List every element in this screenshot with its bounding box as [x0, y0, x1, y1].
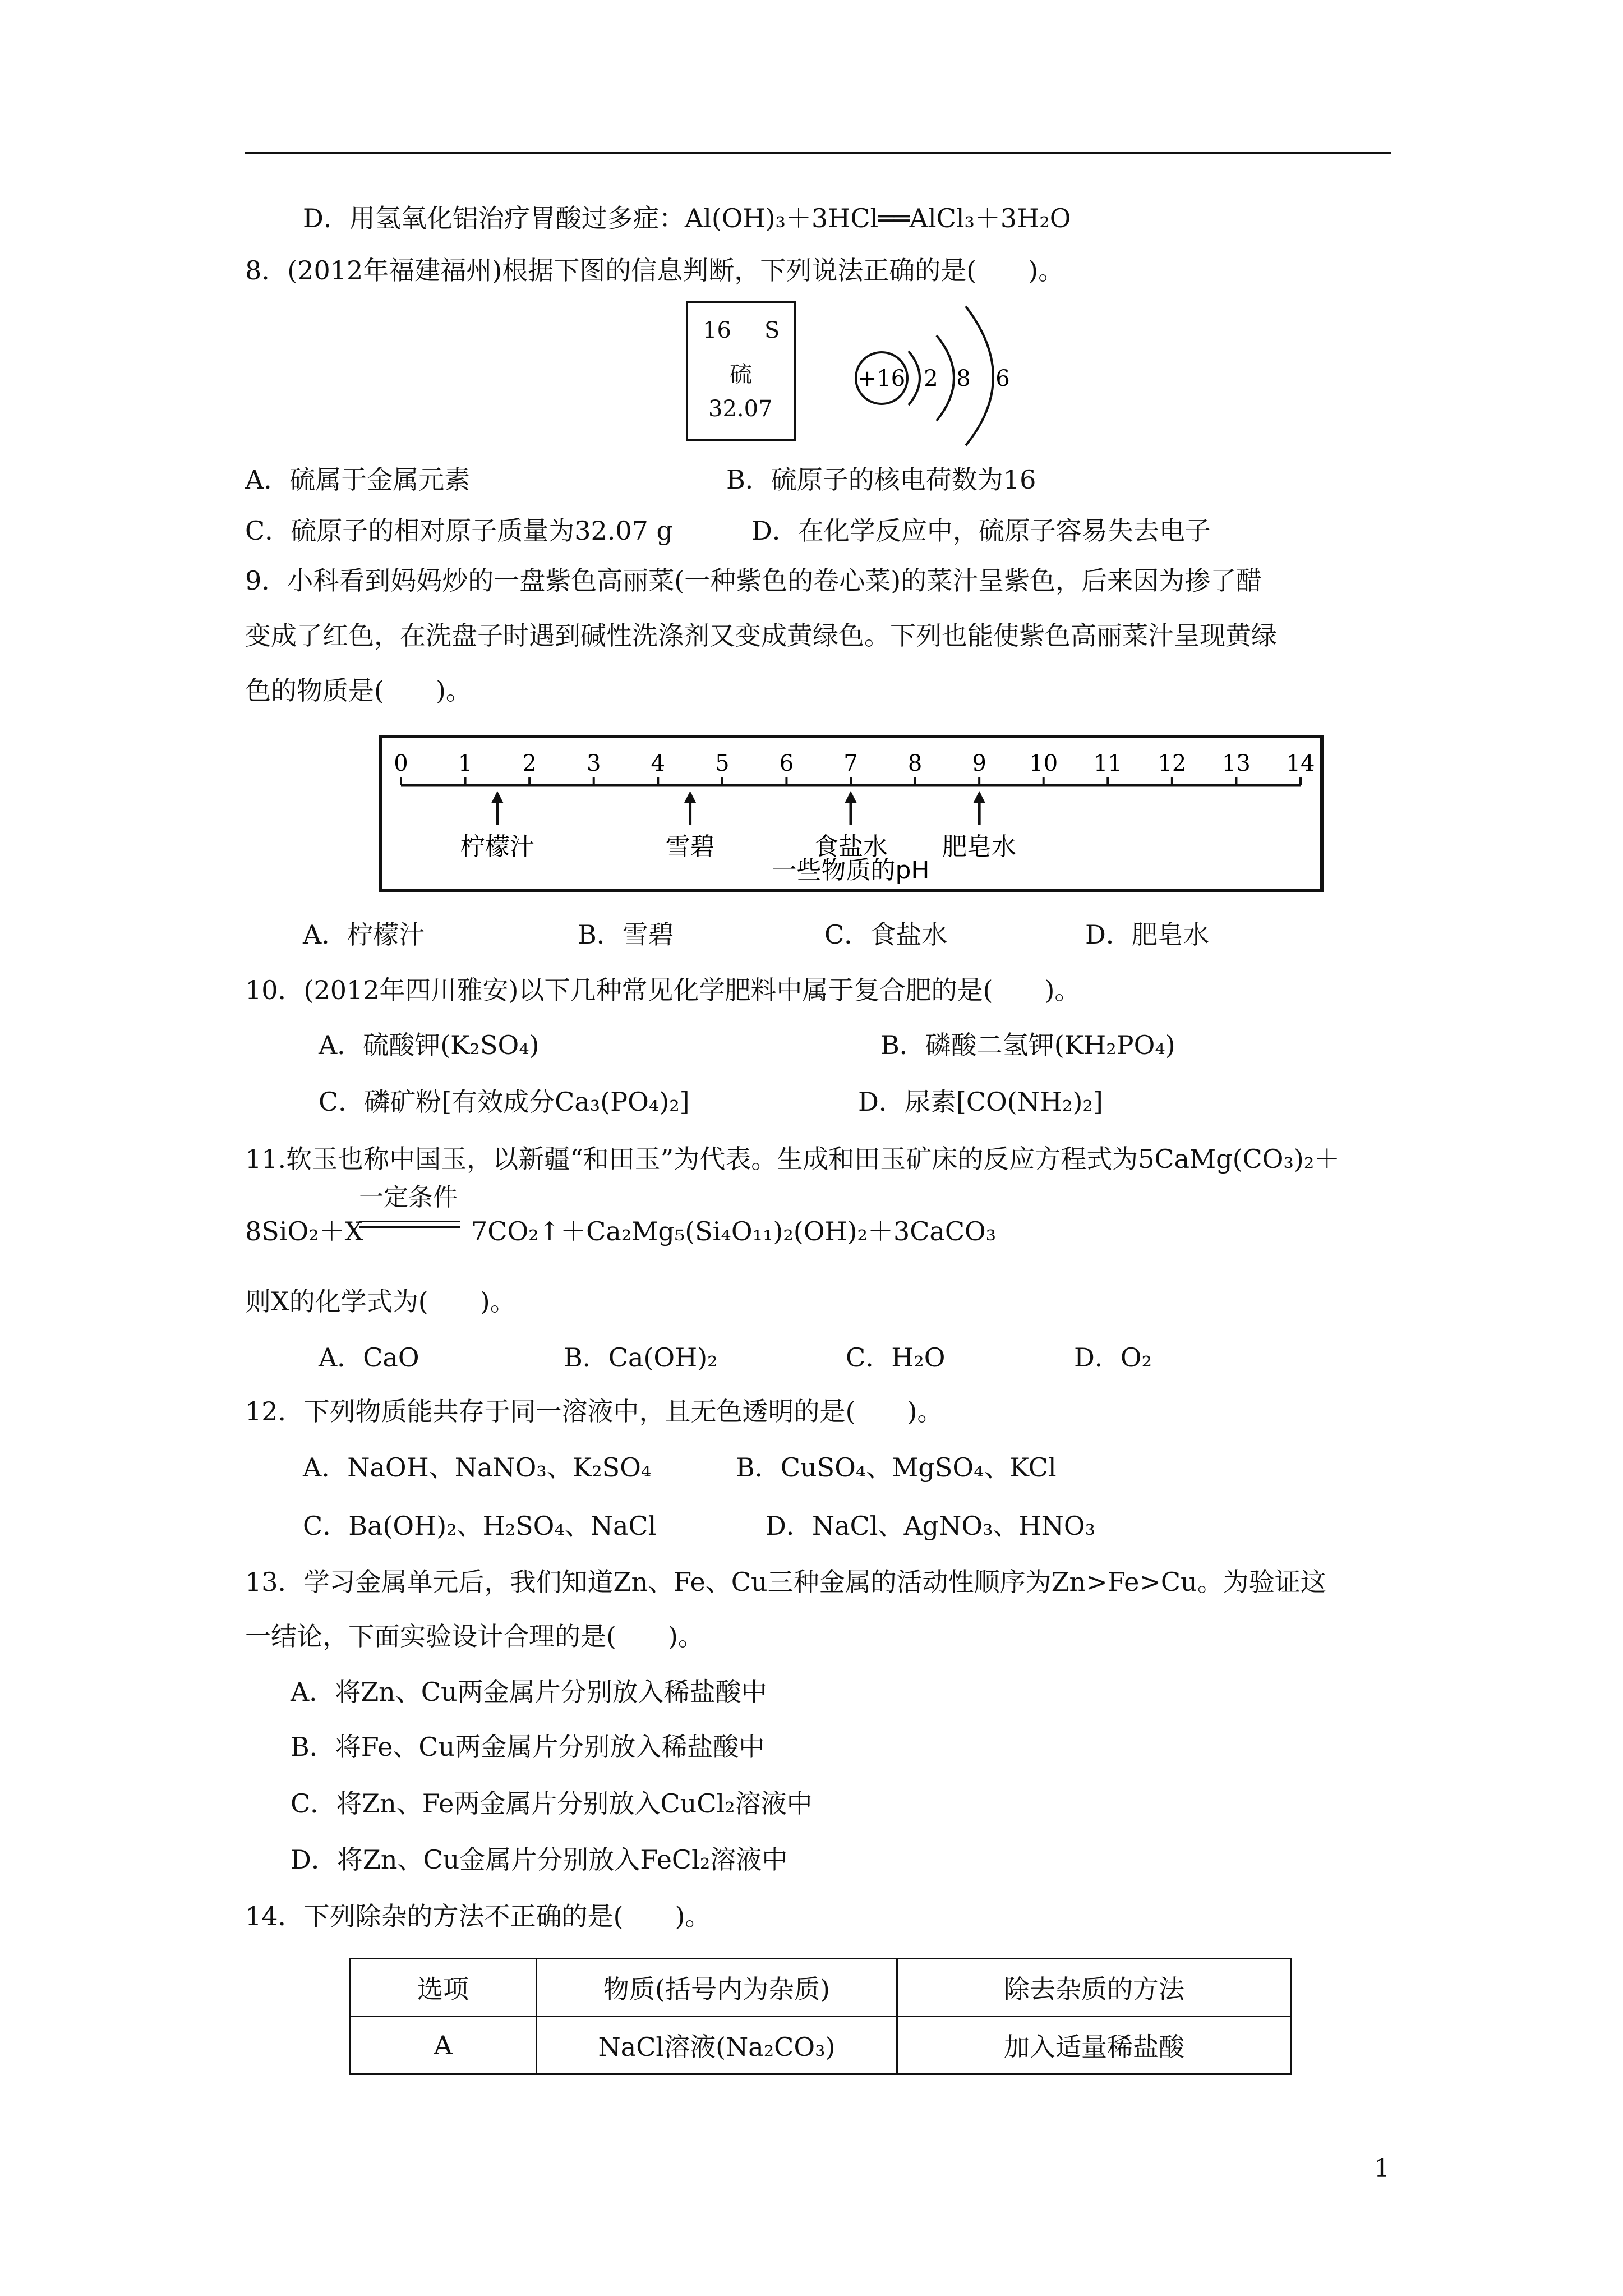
ph-tick-label: 11: [1093, 751, 1122, 776]
ph-chart: [379, 735, 1324, 892]
q13-option-a: A．将Zn、Cu两金属片分别放入稀盐酸中: [291, 1677, 767, 1707]
table-header-row: [350, 1959, 1292, 2017]
shell-arc-2: [937, 335, 954, 421]
q13-line-2: 一结论，下面实验设计合理的是( )。: [245, 1621, 704, 1651]
table-header-cell: 除去杂质的方法: [897, 1959, 1292, 2017]
table-header-cell: 选项: [350, 1959, 537, 2017]
q10-option-c: C．磷矿粉[有效成分Ca₃(PO₄)₂]: [319, 1087, 690, 1117]
equation-bar-top: [359, 1221, 460, 1222]
q11-option-d: D．O₂: [1074, 1342, 1152, 1373]
ph-tick-label: 3: [586, 751, 601, 776]
ph-marker-arrowhead: [491, 791, 504, 803]
q8-option-a: A．硫属于金属元素: [245, 464, 471, 495]
q11-line-1: 11.软玉也称中国玉，以新疆“和田玉”为代表。生成和田玉矿床的反应方程式为5CaMg(CO₃)₂＋: [245, 1144, 1340, 1174]
ph-tick-label: 5: [715, 751, 730, 776]
q10-option-d: D．尿素[CO(NH₂)₂]: [858, 1087, 1103, 1117]
q11-eq-right: 7CO₂↑＋Ca₂Mg₅(Si₄O₁₁)₂(OH)₂＋3CaCO₃: [471, 1216, 997, 1246]
q13-option-c: C．将Zn、Fe两金属片分别放入CuCl₂溶液中: [291, 1788, 813, 1819]
ph-tick-label: 7: [843, 751, 858, 776]
q11-eq-left: 8SiO₂＋X: [245, 1216, 363, 1246]
q13-option-d: D．将Zn、Cu金属片分别放入FeCl₂溶液中: [291, 1844, 788, 1875]
q11-option-b: B．Ca(OH)₂: [564, 1342, 718, 1373]
table-cell: 加入适量稀盐酸: [897, 2017, 1292, 2074]
q11-option-c: C．H₂O: [846, 1342, 946, 1373]
table-row: [350, 2017, 1292, 2074]
q7-option-d: D．用氢氧化铝治疗胃酸过多症：Al(OH)₃＋3HCl══AlCl₃＋3H₂O: [303, 203, 1071, 233]
sulfur-atom-diagram: [841, 298, 1032, 450]
ph-tick-label: 4: [651, 751, 666, 776]
q13-line-1: 13．学习金属单元后，我们知道Zn、Fe、Cu三种金属的活动性顺序为Zn>Fe>Cu。为验证这: [245, 1567, 1326, 1597]
ph-marker-arrowhead: [973, 791, 985, 803]
q9-line-1: 9．小科看到妈妈炒的一盘紫色高丽菜(一种紫色的卷心菜)的菜汁呈紫色，后来因为掺了醋: [245, 565, 1262, 596]
q14-stem: 14．下列除杂的方法不正确的是( )。: [245, 1901, 711, 1931]
ph-marker-label: 柠檬汁: [460, 832, 534, 861]
shell-electrons-3: 6: [995, 366, 1010, 392]
shell-electrons-2: 8: [956, 366, 971, 392]
impurity-table: [349, 1958, 1292, 2075]
table-header-cell: 物质(括号内为杂质): [537, 1959, 897, 2017]
ph-tick-label: 2: [522, 751, 537, 776]
equation-bar-bottom: [359, 1226, 460, 1228]
q10-option-b: B．磷酸二氢钾(KH₂PO₄): [880, 1030, 1175, 1060]
ph-caption: 一些物质的pH: [772, 856, 930, 885]
q12-option-a: A．NaOH、NaNO₃、K₂SO₄: [303, 1452, 652, 1483]
ph-tick-label: 0: [394, 751, 408, 776]
q10-stem: 10．(2012年四川雅安)以下几种常见化学肥料中属于复合肥的是( )。: [245, 975, 1081, 1005]
q9-option-a: A．柠檬汁: [303, 919, 425, 950]
q13-option-b: B．将Fe、Cu两金属片分别放入稀盐酸中: [291, 1732, 765, 1762]
q11-option-a: A．CaO: [319, 1342, 419, 1373]
header-rule: [245, 152, 1391, 154]
element-box: [686, 301, 796, 441]
q9-line-2: 变成了红色，在洗盘子时遇到碱性洗涤剂又变成黄绿色。下列也能使紫色高丽菜汁呈现黄绿: [245, 620, 1277, 651]
ph-tick-label: 6: [779, 751, 794, 776]
q12-option-c: C．Ba(OH)₂、H₂SO₄、NaCl: [303, 1511, 657, 1541]
q8-option-d: D．在化学反应中，硫原子容易失去电子: [751, 516, 1211, 546]
ph-tick-label: 10: [1029, 751, 1058, 776]
q8-option-c: C．硫原子的相对原子质量为32.07 g: [245, 516, 673, 546]
q8-option-b: B．硫原子的核电荷数为16: [726, 464, 1036, 495]
q8-stem: 8．(2012年福建福州)根据下图的信息判断，下列说法正确的是( )。: [245, 255, 1064, 286]
ph-tick-label: 14: [1286, 751, 1315, 776]
nucleus-charge: +16: [857, 366, 906, 392]
q9-option-d: D．肥皂水: [1085, 919, 1209, 950]
atomic-number: 16: [703, 318, 731, 343]
ph-tick-label: 8: [907, 751, 923, 776]
ph-tick-label: 1: [458, 751, 473, 776]
q12-stem: 12．下列物质能共存于同一溶液中，且无色透明的是( )。: [245, 1396, 943, 1427]
atomic-mass: 32.07: [708, 396, 773, 422]
ph-marker-label: 肥皂水: [942, 832, 1017, 861]
ph-tick-label: 9: [972, 751, 986, 776]
table-cell: NaCl溶液(Na₂CO₃): [537, 2017, 897, 2074]
element-name: 硫: [730, 362, 752, 388]
element-symbol: S: [764, 318, 780, 343]
ph-marker-label: 食盐水: [814, 832, 888, 861]
q11-line-3: 则X的化学式为( )。: [245, 1286, 516, 1317]
shell-electrons-1: 2: [924, 366, 938, 392]
ph-marker-label: 雪碧: [665, 832, 715, 861]
ph-tick-label: 12: [1158, 751, 1187, 776]
ph-marker-arrowhead: [684, 791, 697, 803]
ph-marker-arrowhead: [845, 791, 857, 803]
q11-condition: 一定条件: [359, 1183, 458, 1212]
shell-arc-1: [909, 351, 920, 405]
q9-option-b: B．雪碧: [578, 919, 674, 950]
q9-line-3: 色的物质是( )。: [245, 675, 472, 706]
page-number: 1: [1374, 2154, 1390, 2183]
q9-option-c: C．食盐水: [824, 919, 948, 950]
ph-number-line: [382, 738, 1320, 889]
q10-option-a: A．硫酸钾(K₂SO₄): [319, 1030, 540, 1060]
q12-option-d: D．NaCl、AgNO₃、HNO₃: [766, 1511, 1096, 1541]
q12-option-b: B．CuSO₄、MgSO₄、KCl: [736, 1452, 1057, 1483]
table-cell: A: [350, 2017, 537, 2074]
ph-tick-label: 13: [1221, 751, 1251, 776]
